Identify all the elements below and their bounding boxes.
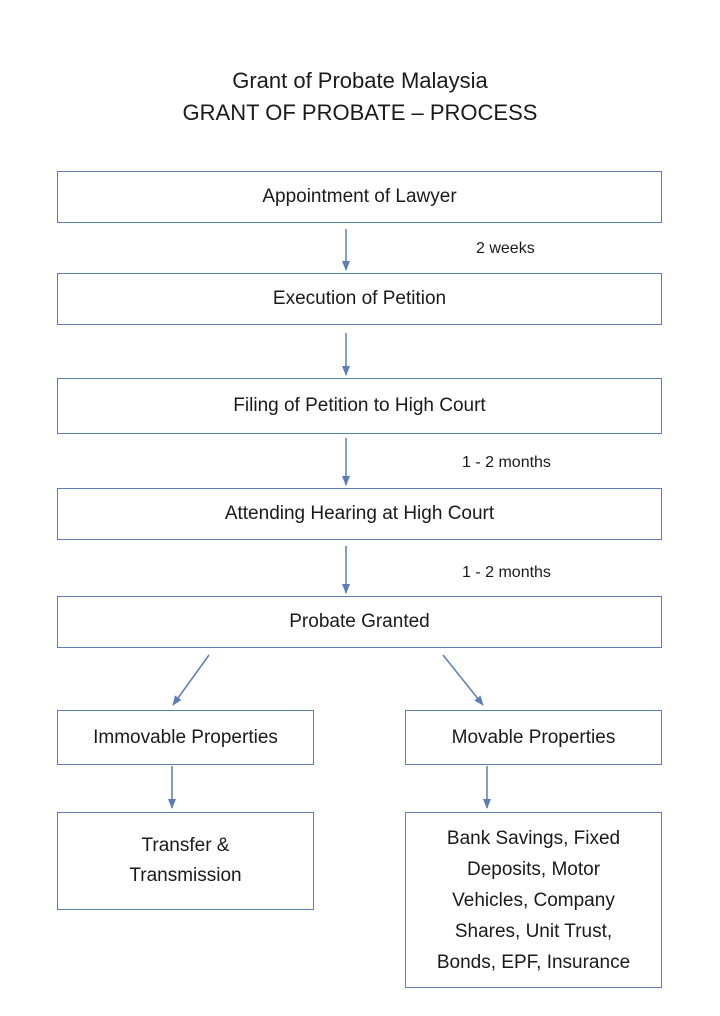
step-filing-of-petition [57, 378, 662, 434]
diagram-subtitle: GRANT OF PROBATE – PROCESS [182, 100, 538, 125]
step-label: Execution of Petition [272, 288, 447, 309]
step-label-line: Vehicles, Company [452, 889, 615, 911]
diagram-title: Grant of Probate Malaysia [232, 68, 488, 93]
step-label-line: Bank Savings, Fixed [446, 827, 621, 849]
step-label-line: Bonds, EPF, Insurance [436, 951, 631, 973]
step-execution-of-petition [57, 273, 662, 325]
step-label-line: Transmission [129, 865, 242, 886]
arrow-granted-to-immovable [173, 655, 209, 705]
step-label: Filing of Petition to High Court [233, 395, 486, 416]
arrow-granted-to-movable [443, 655, 483, 705]
step-label: Attending Hearing at High Court [224, 503, 495, 524]
step-label: Probate Granted [289, 611, 430, 632]
step-appointment-of-lawyer [57, 171, 662, 223]
outcome-transfer-transmission [57, 812, 314, 910]
step-probate-granted [57, 596, 662, 648]
branch-immovable-properties [57, 710, 314, 765]
outcome-movable-assets [405, 812, 662, 988]
step-label-line: Transfer & [141, 835, 230, 856]
duration-label: 2 weeks [476, 240, 535, 257]
branch-movable-properties [405, 710, 662, 765]
duration-label: 1 - 2 months [462, 564, 551, 581]
duration-label: 1 - 2 months [462, 454, 551, 471]
step-label: Immovable Properties [93, 726, 278, 748]
step-label-line: Deposits, Motor [466, 858, 601, 880]
step-label-line: Shares, Unit Trust, [454, 920, 613, 942]
step-label: Appointment of Lawyer [262, 186, 457, 207]
step-attending-hearing [57, 488, 662, 540]
step-label: Movable Properties [451, 726, 616, 748]
